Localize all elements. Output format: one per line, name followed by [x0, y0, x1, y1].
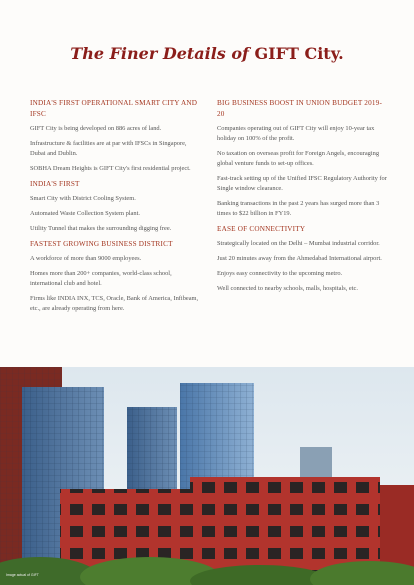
paragraph: Firms like INDIA INX, TCS, Oracle, Bank of America, Infibeam, etc., are already operating from here.: [30, 295, 199, 312]
section-indias-first: [30, 179, 202, 234]
right-column: [217, 98, 389, 299]
left-column: [30, 98, 202, 319]
paragraph: Infrastructure & facilities are at par with IFSCs in Singapore, Dubai and Dublin.: [30, 140, 187, 157]
paragraph: Smart City with District Cooling System.: [30, 195, 136, 202]
paragraph: Banking transactions in the past 2 years has surged more than 3 times to $22 billion in FY19.: [217, 200, 380, 217]
paragraph: Well connected to nearby schools, malls, hospitals, etc.: [217, 285, 358, 292]
section-business-district: [30, 239, 202, 314]
paragraph: Fast-track setting up of the Unified IFSC Regulatory Authority for Single window clearance.: [217, 175, 387, 192]
paragraph: Automated Waste Collection System plant.: [30, 210, 140, 217]
paragraph: GIFT City is being developed on 886 acres of land.: [30, 125, 162, 132]
paragraph: Strategically located on the Delhi – Mumbai industrial corridor.: [217, 240, 380, 247]
section-smart-city: [30, 98, 202, 174]
paragraph: Homes more than 200+ companies, world-class school, international club and hotel.: [30, 270, 172, 287]
title-bold-part: GIFT City.: [254, 44, 344, 63]
paragraph: Companies operating out of GIFT City will enjoy 10-year tax holiday on 100% of the profit.: [217, 125, 375, 142]
image-caption: Image actual of GIFT: [6, 573, 39, 577]
section-heading: EASE OF CONNECTIVITY: [217, 225, 306, 233]
page-title: [0, 44, 414, 63]
title-italic-part: The Finer Details of: [70, 44, 249, 63]
paragraph: Enjoys easy connectivity to the upcoming metro.: [217, 270, 343, 277]
section-heading: BIG BUSINESS BOOST IN UNION BUDGET 2019-20: [217, 99, 383, 118]
paragraph: No taxation on overseas profit for Foreign Angels, encouraging global venture funds to set-up offices.: [217, 150, 380, 167]
paragraph: Just 20 minutes away from the Ahmedabad International airport.: [217, 255, 382, 262]
paragraph: SOBHA Dream Heights is GIFT City's first residential project.: [30, 165, 191, 172]
section-union-budget: [217, 98, 389, 219]
section-heading: INDIA'S FIRST OPERATIONAL SMART CITY AND IFSC: [30, 99, 198, 118]
paragraph: Utility Tunnel that makes the surrounding digging free.: [30, 225, 172, 232]
gift-city-skyline-photo: [0, 367, 414, 585]
section-heading: FASTEST GROWING BUSINESS DISTRICT: [30, 240, 173, 248]
paragraph: A workforce of more than 9000 employees.: [30, 255, 142, 262]
section-heading: INDIA'S FIRST: [30, 180, 80, 188]
section-connectivity: [217, 224, 389, 294]
